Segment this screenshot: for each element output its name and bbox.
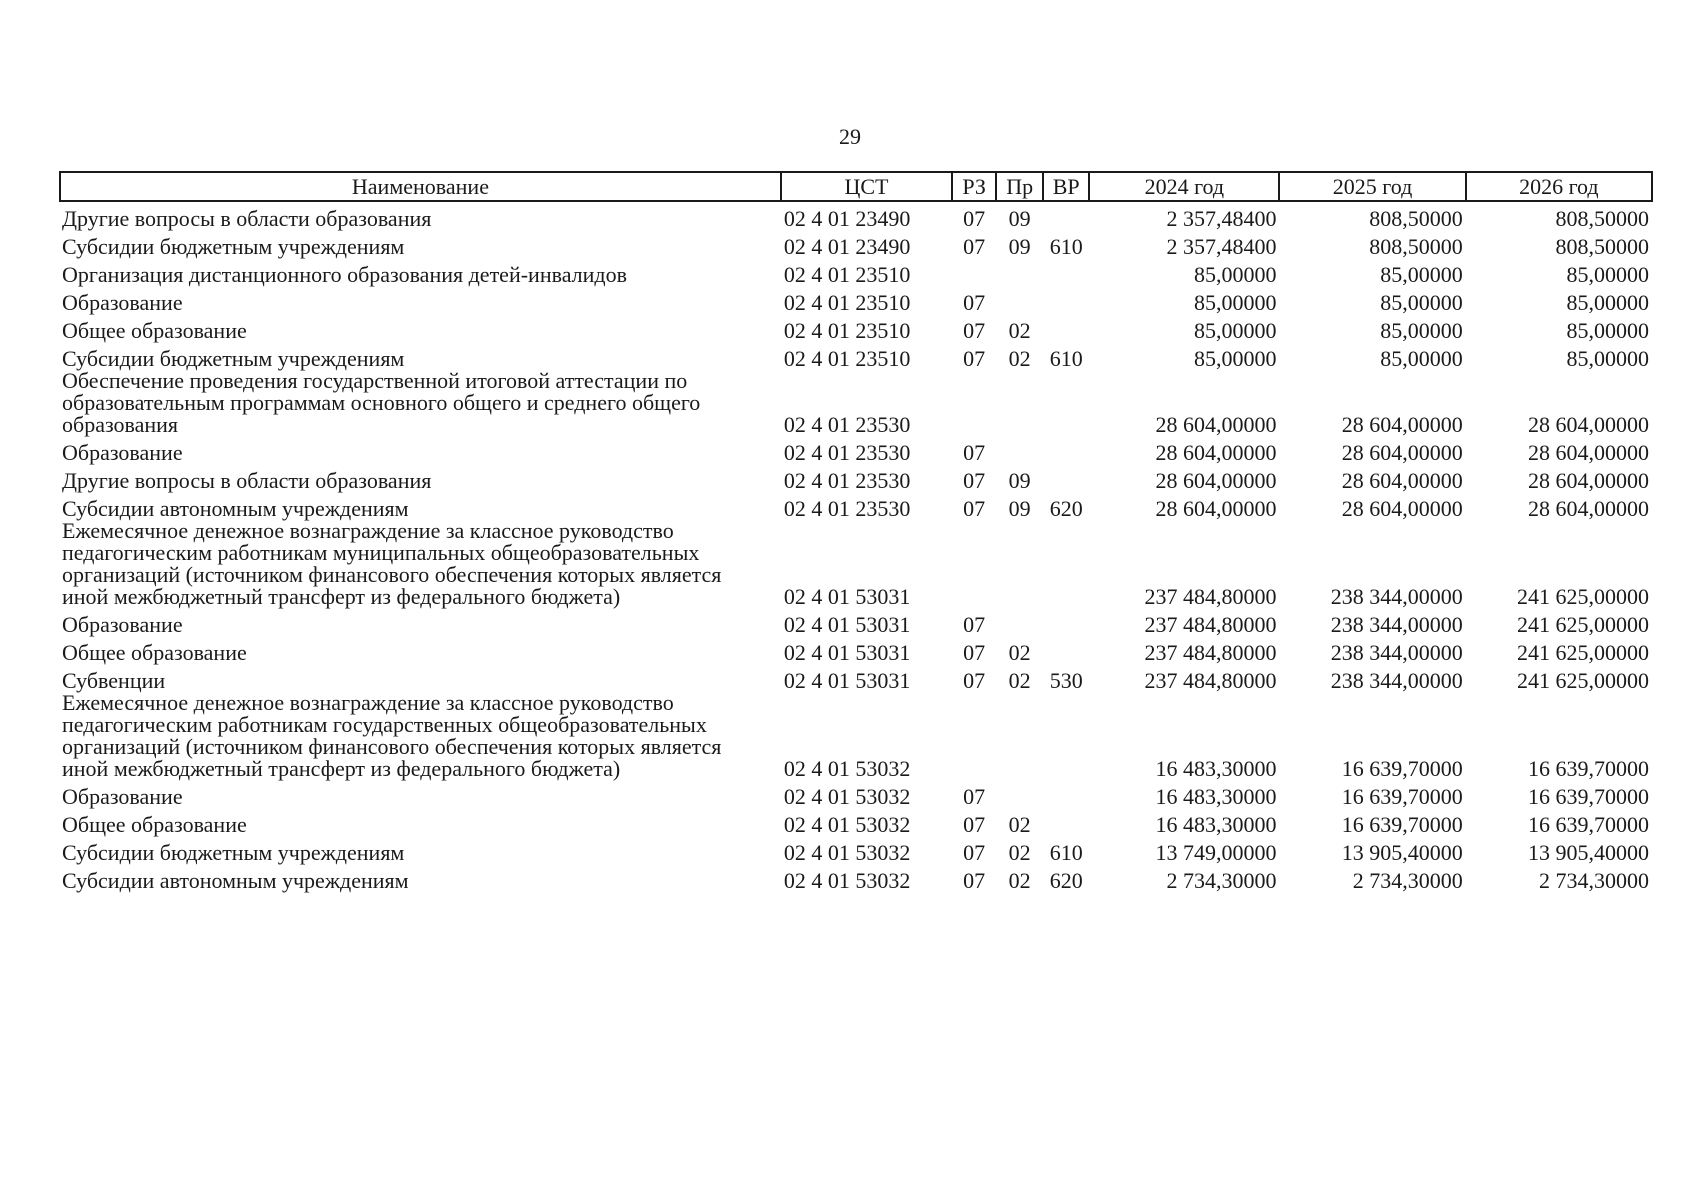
row-cst: 02 4 01 23530 bbox=[783, 440, 911, 465]
row-2025: 85,00000 bbox=[1380, 318, 1463, 343]
row-name: Субсидии бюджетным учреждениям bbox=[62, 234, 405, 259]
row-name: Ежемесячное денежное вознаграждение за классное руководство педагогическим работникам муниципальных общеобразовательных организаций (источником финансового обеспечения которых является иной межбюджетный трансферт из федерального бюджета) bbox=[62, 518, 722, 609]
row-2024: 2 357,48400 bbox=[1166, 206, 1277, 231]
page-number: 29 bbox=[839, 124, 861, 149]
row-name: Субсидии автономным учреждениям bbox=[62, 868, 409, 893]
header-name: Наименование bbox=[60, 172, 781, 201]
row-name: Общее образование bbox=[62, 318, 247, 343]
row-vr bbox=[1043, 808, 1089, 836]
table-row bbox=[60, 201, 1652, 230]
row-2024: 85,00000 bbox=[1193, 346, 1277, 371]
header-2026: 2026 год bbox=[1466, 172, 1652, 201]
row-2026: 808,50000 bbox=[1555, 206, 1649, 231]
table-row bbox=[60, 520, 1652, 608]
row-pr bbox=[996, 692, 1043, 780]
row-rz bbox=[952, 370, 996, 436]
row-2025: 808,50000 bbox=[1369, 206, 1463, 231]
table-row bbox=[60, 342, 1652, 370]
row-name: Общее образование bbox=[62, 812, 247, 837]
row-2024: 237 484,80000 bbox=[1144, 612, 1277, 637]
table-row bbox=[60, 464, 1652, 492]
row-rz: 07 bbox=[963, 784, 986, 809]
table-row bbox=[60, 692, 1652, 780]
row-2026: 85,00000 bbox=[1566, 318, 1649, 343]
row-2026: 28 604,00000 bbox=[1528, 468, 1649, 493]
row-2025: 28 604,00000 bbox=[1341, 440, 1463, 465]
row-name: Другие вопросы в области образования bbox=[62, 206, 432, 231]
row-2026: 28 604,00000 bbox=[1528, 496, 1649, 521]
row-vr bbox=[1043, 464, 1089, 492]
row-2026: 241 625,00000 bbox=[1517, 668, 1649, 693]
row-cst: 02 4 01 53032 bbox=[783, 812, 911, 837]
table-row bbox=[60, 608, 1652, 636]
row-2025: 85,00000 bbox=[1380, 290, 1463, 315]
row-2025: 85,00000 bbox=[1380, 346, 1463, 371]
row-rz: 07 bbox=[963, 812, 986, 837]
row-vr bbox=[1043, 692, 1089, 780]
row-name: Другие вопросы в области образования bbox=[62, 468, 432, 493]
table-row bbox=[60, 864, 1652, 892]
row-2025: 238 344,00000 bbox=[1330, 612, 1463, 637]
table-row bbox=[60, 836, 1652, 864]
row-pr bbox=[996, 608, 1043, 636]
row-cst: 02 4 01 23490 bbox=[783, 206, 911, 231]
row-cst: 02 4 01 23530 bbox=[783, 468, 911, 493]
row-2025: 16 639,70000 bbox=[1341, 812, 1463, 837]
row-2024: 28 604,00000 bbox=[1155, 440, 1277, 465]
row-2024: 28 604,00000 bbox=[1155, 412, 1277, 437]
row-vr bbox=[1043, 780, 1089, 808]
table-row bbox=[60, 370, 1652, 436]
row-2024: 16 483,30000 bbox=[1155, 812, 1277, 837]
row-vr bbox=[1043, 520, 1089, 608]
row-2025: 85,00000 bbox=[1380, 262, 1463, 287]
row-rz bbox=[952, 692, 996, 780]
header-vr: ВР bbox=[1043, 172, 1089, 201]
row-vr bbox=[1043, 286, 1089, 314]
row-cst: 02 4 01 23510 bbox=[783, 290, 911, 315]
row-2025: 808,50000 bbox=[1369, 234, 1463, 259]
row-rz bbox=[952, 258, 996, 286]
table-row bbox=[60, 230, 1652, 258]
row-name: Организация дистанционного образования детей-инвалидов bbox=[62, 262, 627, 287]
row-vr bbox=[1043, 370, 1089, 436]
row-cst: 02 4 01 53032 bbox=[783, 868, 911, 893]
row-pr bbox=[996, 780, 1043, 808]
row-name: Субсидии бюджетным учреждениям bbox=[62, 840, 405, 865]
row-vr bbox=[1043, 258, 1089, 286]
row-2024: 237 484,80000 bbox=[1144, 668, 1277, 693]
row-2024: 85,00000 bbox=[1193, 318, 1277, 343]
row-vr: 530 bbox=[1049, 668, 1083, 693]
row-rz: 07 bbox=[963, 290, 986, 315]
row-pr: 02 bbox=[1008, 346, 1031, 371]
table-body bbox=[60, 201, 1652, 892]
row-2025: 16 639,70000 bbox=[1341, 756, 1463, 781]
row-vr: 610 bbox=[1049, 234, 1083, 259]
row-vr: 620 bbox=[1049, 496, 1083, 521]
row-pr: 02 bbox=[1008, 812, 1031, 837]
row-2025: 28 604,00000 bbox=[1341, 412, 1463, 437]
row-pr: 02 bbox=[1008, 640, 1031, 665]
row-2025: 16 639,70000 bbox=[1341, 784, 1463, 809]
row-pr: 09 bbox=[1008, 468, 1031, 493]
row-pr: 09 bbox=[1008, 234, 1031, 259]
row-pr bbox=[996, 520, 1043, 608]
row-2024: 2 357,48400 bbox=[1166, 234, 1277, 259]
row-rz: 07 bbox=[963, 206, 986, 231]
row-vr bbox=[1043, 201, 1089, 230]
row-rz: 07 bbox=[963, 612, 986, 637]
row-rz: 07 bbox=[963, 318, 986, 343]
row-2024: 2 734,30000 bbox=[1166, 868, 1277, 893]
table-row bbox=[60, 314, 1652, 342]
row-cst: 02 4 01 23530 bbox=[783, 412, 911, 437]
row-2026: 16 639,70000 bbox=[1528, 784, 1649, 809]
row-vr bbox=[1043, 436, 1089, 464]
row-cst: 02 4 01 23510 bbox=[783, 262, 911, 287]
row-2026: 16 639,70000 bbox=[1528, 812, 1649, 837]
row-cst: 02 4 01 23510 bbox=[783, 318, 911, 343]
row-2025: 13 905,40000 bbox=[1341, 840, 1463, 865]
row-pr: 02 bbox=[1008, 868, 1031, 893]
header-cst: ЦСТ bbox=[781, 172, 952, 201]
table-row bbox=[60, 258, 1652, 286]
row-2025: 28 604,00000 bbox=[1341, 468, 1463, 493]
row-cst: 02 4 01 53031 bbox=[783, 584, 911, 609]
row-2024: 85,00000 bbox=[1193, 262, 1277, 287]
row-pr bbox=[996, 370, 1043, 436]
budget-table bbox=[59, 171, 1653, 892]
table-row bbox=[60, 664, 1652, 692]
row-pr: 02 bbox=[1008, 840, 1031, 865]
row-name: Образование bbox=[62, 612, 183, 637]
row-2024: 237 484,80000 bbox=[1144, 640, 1277, 665]
row-2024: 28 604,00000 bbox=[1155, 496, 1277, 521]
row-cst: 02 4 01 53031 bbox=[783, 640, 911, 665]
row-rz: 07 bbox=[963, 234, 986, 259]
row-pr bbox=[996, 436, 1043, 464]
row-2026: 13 905,40000 bbox=[1528, 840, 1649, 865]
row-2024: 16 483,30000 bbox=[1155, 784, 1277, 809]
row-cst: 02 4 01 53032 bbox=[783, 784, 911, 809]
table-row bbox=[60, 636, 1652, 664]
row-vr bbox=[1043, 608, 1089, 636]
row-2025: 2 734,30000 bbox=[1352, 868, 1463, 893]
row-vr: 610 bbox=[1049, 840, 1083, 865]
row-2026: 241 625,00000 bbox=[1517, 640, 1649, 665]
row-name: Ежемесячное денежное вознаграждение за классное руководство педагогическим работникам государственных общеобразовательных организаций (источником финансового обеспечения которых является иной межбюджетный трансферт из федерального бюджета) bbox=[62, 690, 722, 781]
row-rz: 07 bbox=[963, 668, 986, 693]
table-header-row bbox=[60, 172, 1652, 201]
row-pr: 02 bbox=[1008, 318, 1031, 343]
table-row bbox=[60, 286, 1652, 314]
row-2026: 28 604,00000 bbox=[1528, 412, 1649, 437]
row-cst: 02 4 01 53032 bbox=[783, 840, 911, 865]
row-cst: 02 4 01 23510 bbox=[783, 346, 911, 371]
row-cst: 02 4 01 53032 bbox=[783, 756, 911, 781]
row-2026: 28 604,00000 bbox=[1528, 440, 1649, 465]
row-2024: 237 484,80000 bbox=[1144, 584, 1277, 609]
row-2025: 238 344,00000 bbox=[1330, 584, 1463, 609]
row-cst: 02 4 01 23530 bbox=[783, 496, 911, 521]
row-2026: 241 625,00000 bbox=[1517, 584, 1649, 609]
table-row bbox=[60, 492, 1652, 520]
row-cst: 02 4 01 23490 bbox=[783, 234, 911, 259]
row-cst: 02 4 01 53031 bbox=[783, 668, 911, 693]
header-2024: 2024 год bbox=[1089, 172, 1279, 201]
row-2024: 16 483,30000 bbox=[1155, 756, 1277, 781]
row-cst: 02 4 01 53031 bbox=[783, 612, 911, 637]
row-pr bbox=[996, 286, 1043, 314]
row-2025: 238 344,00000 bbox=[1330, 640, 1463, 665]
row-2026: 808,50000 bbox=[1555, 234, 1649, 259]
row-vr bbox=[1043, 314, 1089, 342]
row-vr: 620 bbox=[1049, 868, 1083, 893]
row-rz: 07 bbox=[963, 640, 986, 665]
row-2026: 241 625,00000 bbox=[1517, 612, 1649, 637]
row-vr: 610 bbox=[1049, 346, 1083, 371]
row-2025: 238 344,00000 bbox=[1330, 668, 1463, 693]
header-2025: 2025 год bbox=[1279, 172, 1465, 201]
table-row bbox=[60, 780, 1652, 808]
row-pr: 09 bbox=[1008, 206, 1031, 231]
header-pr: Пр bbox=[996, 172, 1043, 201]
row-2026: 2 734,30000 bbox=[1539, 868, 1649, 893]
row-rz: 07 bbox=[963, 346, 986, 371]
row-pr bbox=[996, 258, 1043, 286]
row-vr bbox=[1043, 636, 1089, 664]
row-name: Образование bbox=[62, 290, 183, 315]
row-pr: 02 bbox=[1008, 668, 1031, 693]
row-2026: 16 639,70000 bbox=[1528, 756, 1649, 781]
row-2026: 85,00000 bbox=[1566, 262, 1649, 287]
row-name: Образование bbox=[62, 440, 183, 465]
row-rz: 07 bbox=[963, 468, 986, 493]
row-name: Обеспечение проведения государственной итоговой аттестации по образовательным программам основного общего и среднего общего образования bbox=[62, 368, 701, 437]
row-2025: 28 604,00000 bbox=[1341, 496, 1463, 521]
row-name: Субсидии бюджетным учреждениям bbox=[62, 346, 405, 371]
row-2026: 85,00000 bbox=[1566, 290, 1649, 315]
row-pr: 09 bbox=[1008, 496, 1031, 521]
row-name: Субсидии автономным учреждениям bbox=[62, 496, 409, 521]
row-name: Общее образование bbox=[62, 640, 247, 665]
row-name: Образование bbox=[62, 784, 183, 809]
row-2024: 13 749,00000 bbox=[1155, 840, 1277, 865]
table-row bbox=[60, 808, 1652, 836]
row-2026: 85,00000 bbox=[1566, 346, 1649, 371]
row-rz: 07 bbox=[963, 440, 986, 465]
table-row bbox=[60, 436, 1652, 464]
row-2024: 85,00000 bbox=[1193, 290, 1277, 315]
row-2024: 28 604,00000 bbox=[1155, 468, 1277, 493]
row-rz: 07 bbox=[963, 868, 986, 893]
row-name: Субвенции bbox=[62, 668, 166, 693]
header-rz: РЗ bbox=[952, 172, 996, 201]
row-rz: 07 bbox=[963, 496, 986, 521]
row-rz: 07 bbox=[963, 840, 986, 865]
row-rz bbox=[952, 520, 996, 608]
